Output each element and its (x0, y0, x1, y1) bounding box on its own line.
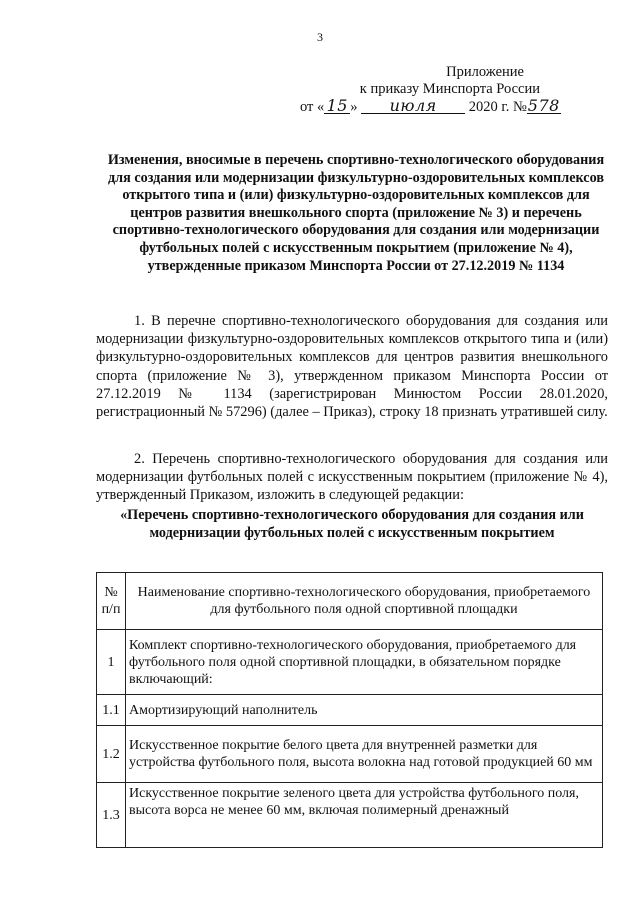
date-day-handwritten: 15 (324, 99, 350, 114)
header-num: № п/п (97, 573, 126, 630)
row-name: Искусственное покрытие зеленого цвета для устройства футбольного поля, высота ворса не менее 60 мм, включая полимерный дренажный (126, 783, 603, 848)
header-name: Наименование спортивно-технологического оборудования, приобретаемого для футбольного поля одной спортивной площадки (126, 573, 603, 630)
appendix-date-line (300, 96, 560, 116)
document-title: Изменения, вносимые в перечень спортивно-технологического оборудования для создания или модернизации физкультурно-оздоровительных комплексов открытого типа и (или) физкультурно-оздоровительных комплексов для центров развития внешкольного спорта (приложение № 3) и перечень спортивно-технологического оборудования для создания или модернизации футбольных полей с искусственным покрытием (приложение № 4), утвержденные приказом Минспорта России от 27.12.2019 № 1134 (107, 152, 605, 274)
appendix-label: Приложение (446, 64, 524, 80)
paragraph-2: 2. Перечень спортивно-технологического оборудования для создания или модернизации футбольных полей с искусственным покрытием (приложение № 4), утвержденный Приказом, изложить в следующей редакции: (96, 451, 608, 504)
appendix-block (300, 64, 560, 116)
table-header-row (97, 573, 603, 630)
row-num: 1.1 (97, 695, 126, 726)
page-number: 3 (317, 30, 323, 44)
row-num: 1.2 (97, 726, 126, 783)
table-row (97, 726, 603, 783)
row-num: 1.3 (97, 783, 126, 848)
date-month-handwritten: июля (361, 99, 465, 114)
table-row (97, 783, 603, 848)
table-row (97, 695, 603, 726)
appendix-order-ref: к приказу Минспорта России (359, 81, 540, 97)
table-row (97, 630, 603, 695)
row-name: Комплект спортивно-технологического оборудования, приобретаемого для футбольного поля одной спортивной площадки, в обязательном порядке включающий: (126, 630, 603, 695)
list-title: «Перечень спортивно-технологического оборудования для создания или модернизации футбольных полей с искусственным покрытием (120, 507, 584, 541)
row-name: Искусственное покрытие белого цвета для внутренней разметки для устройства футбольного поля, высота волокна над готовой продукцией 60 мм (126, 726, 603, 783)
order-number-handwritten: 578 (527, 96, 560, 115)
row-name: Амортизирующий наполнитель (126, 695, 603, 726)
date-mid: » (350, 99, 358, 115)
equipment-table (96, 572, 603, 848)
date-prefix: от « (300, 99, 325, 115)
paragraph-1: 1. В перечне спортивно-технологического оборудования для создания или модернизации физкультурно-оздоровительных комплексов открытого типа и (или) физкультурно-оздоровительных комплексов для центров развития внешкольного спорта (приложение № 3), утвержденном приказом Минспорта России от 27.12.2019 № 1134 (зарегистрирован Минюстом России 28.01.2020, регистрационный № 57296) (далее – Приказ), строку 18 признать утратившей силу. (96, 313, 608, 421)
date-year: 2020 г. № (468, 99, 527, 115)
row-num: 1 (97, 630, 126, 695)
